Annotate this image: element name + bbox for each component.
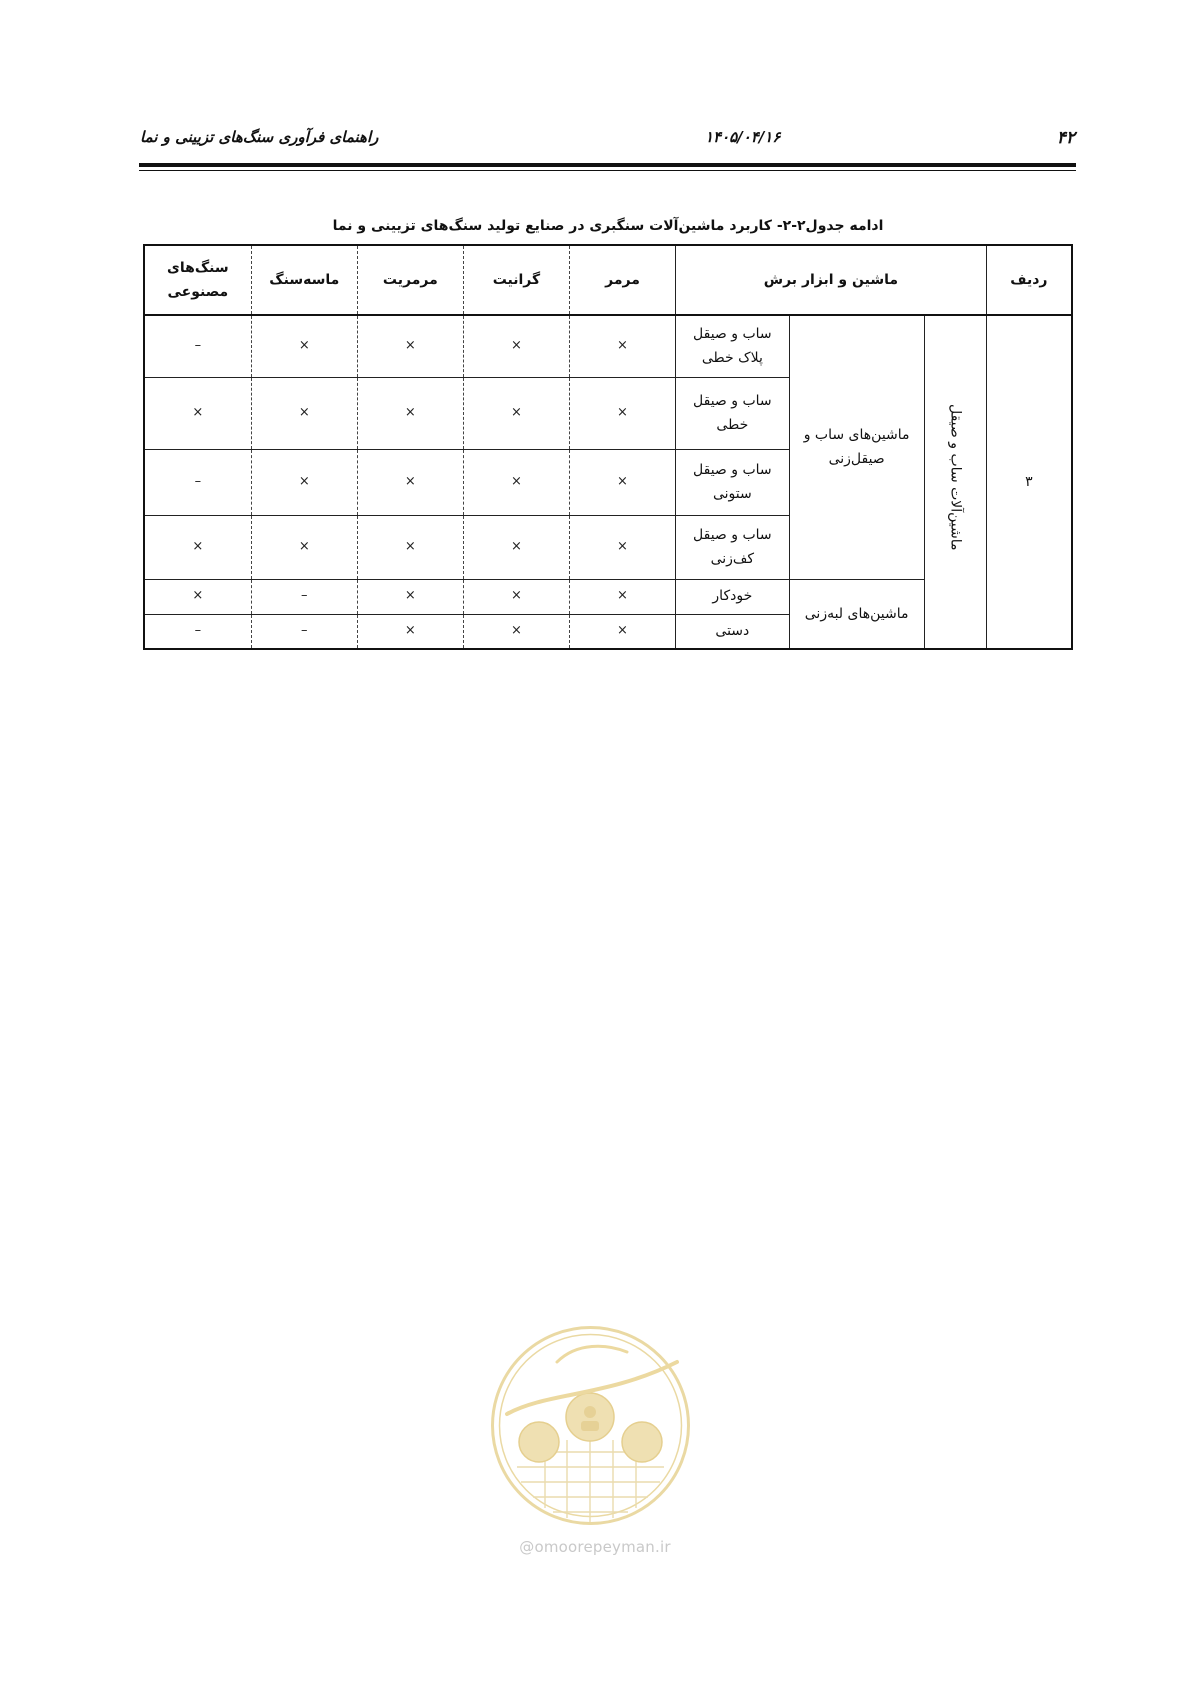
granite-cell: ×	[463, 614, 569, 649]
tool-cell: دستی	[676, 614, 790, 649]
sandstone-cell: ×	[251, 449, 357, 515]
tool-cell: ساب و صیقل کف‌زنی	[676, 515, 790, 579]
travertine-cell: ×	[357, 579, 463, 614]
marble-cell: ×	[569, 515, 675, 579]
tool-cell: خودکار	[676, 579, 790, 614]
granite-cell: ×	[463, 449, 569, 515]
marble-cell: ×	[569, 377, 675, 449]
artificial-cell: –	[144, 614, 251, 649]
sandstone-cell: –	[251, 614, 357, 649]
marble-cell: ×	[569, 579, 675, 614]
header-sandstone: ماسه‌سنگ	[251, 245, 357, 315]
page-header	[140, 128, 1075, 150]
travertine-cell: ×	[357, 377, 463, 449]
granite-cell: ×	[463, 515, 569, 579]
watermark-url: @omoorepeyman.ir	[519, 1538, 671, 1556]
artificial-cell: –	[144, 315, 251, 377]
table-header-row	[144, 245, 1072, 315]
header-rule-thin	[139, 170, 1076, 171]
marble-cell: ×	[569, 614, 675, 649]
granite-cell: ×	[463, 579, 569, 614]
seal-logo-icon	[487, 1322, 694, 1529]
sandstone-cell: –	[251, 579, 357, 614]
header-machine: ماشین و ابزار برش	[676, 245, 987, 315]
page-number: ۴۲	[1056, 128, 1075, 148]
marble-cell: ×	[569, 449, 675, 515]
sandstone-cell: ×	[251, 315, 357, 377]
group-label-cell	[924, 315, 986, 649]
header-travertine: مرمریت	[357, 245, 463, 315]
header-artificial: سنگ‌های مصنوعی	[144, 245, 251, 315]
subgroup-polish-cell: ماشین‌های ساب و صیقل‌زنی	[789, 315, 924, 579]
header-date: ۱۴۰۵/۰۴/۱۶	[705, 128, 781, 146]
watermark-seal-logo	[487, 1322, 694, 1529]
artificial-cell: –	[144, 449, 251, 515]
granite-cell: ×	[463, 377, 569, 449]
header-marble: مرمر	[569, 245, 675, 315]
row-number-cell: ۳	[986, 315, 1072, 649]
table-row	[144, 315, 1072, 377]
subgroup-edge-cell: ماشین‌های لبه‌زنی	[789, 579, 924, 649]
header-granite: گرانیت	[463, 245, 569, 315]
travertine-cell: ×	[357, 614, 463, 649]
header-row-number: ردیف	[986, 245, 1072, 315]
travertine-cell: ×	[357, 315, 463, 377]
table-caption: ادامه جدول۲-۲- کاربرد ماشین‌آلات سنگبری در صنایع تولید سنگ‌های تزیینی و نما	[332, 218, 884, 234]
running-title: راهنمای فرآوری سنگ‌های تزیینی و نما	[140, 128, 379, 146]
artificial-cell: ×	[144, 377, 251, 449]
artificial-cell: ×	[144, 515, 251, 579]
tool-cell: ساب و صیقل پلاک خطی	[676, 315, 790, 377]
marble-cell: ×	[569, 315, 675, 377]
tool-cell: ساب و صیقل ستونی	[676, 449, 790, 515]
travertine-cell: ×	[357, 449, 463, 515]
granite-cell: ×	[463, 315, 569, 377]
header-rule-thick	[139, 163, 1076, 167]
sandstone-cell: ×	[251, 515, 357, 579]
tool-cell: ساب و صیقل خطی	[676, 377, 790, 449]
machinery-table	[143, 244, 1073, 650]
artificial-cell: ×	[144, 579, 251, 614]
group-label: ماشین‌آلات ساب و صیقل	[947, 404, 964, 551]
travertine-cell: ×	[357, 515, 463, 579]
sandstone-cell: ×	[251, 377, 357, 449]
